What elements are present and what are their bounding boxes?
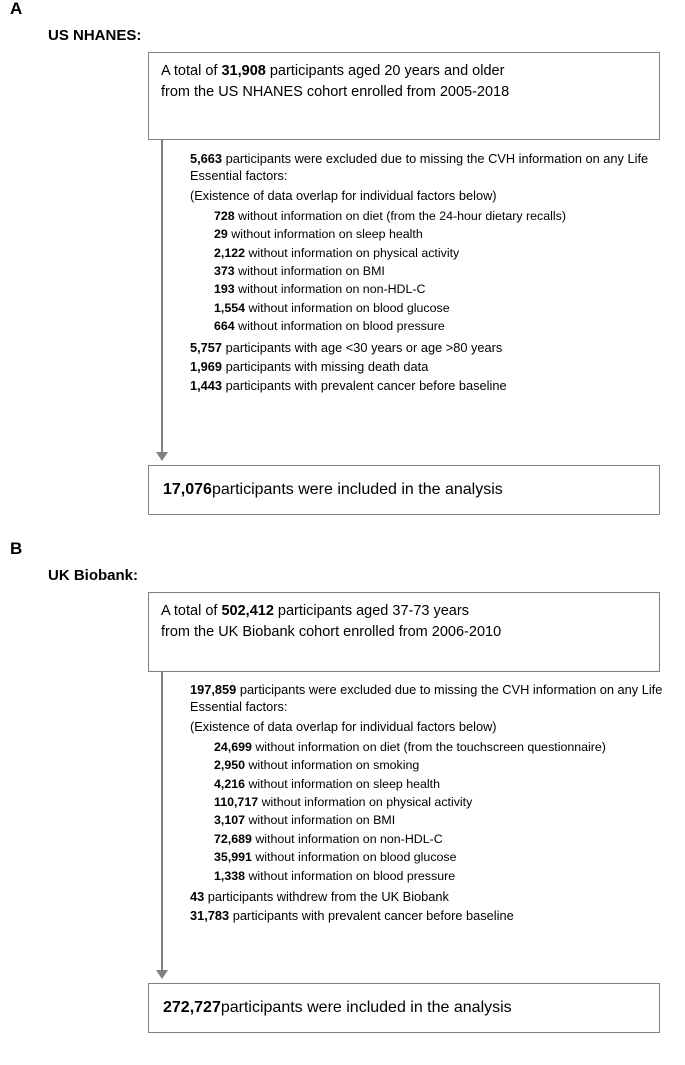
item-count: 2,950 [214, 758, 246, 773]
item-count: 110,717 [214, 795, 259, 810]
panel-a-exclusion-tail [190, 339, 665, 397]
panel-b-included-count: 272,727 [163, 999, 221, 1016]
item-text: without information on sleep health [231, 227, 423, 242]
item-count: 1,554 [214, 300, 246, 315]
item-count: 373 [214, 264, 235, 279]
panel-b-top-line1-suffix: participants aged 37-73 years [273, 603, 469, 619]
panel-b-letter: B [10, 539, 23, 558]
item-text: participants with prevalent cancer before baseline [232, 908, 514, 924]
item-text: without information on blood pressure [248, 868, 456, 883]
item-text: without information on sleep health [248, 776, 440, 791]
panel-a-exclusion-items [190, 207, 665, 336]
panel-a-exclusion-lead-count: 5,663 [190, 151, 223, 166]
panel-b-top-box-text [149, 593, 659, 650]
panel-a-top-line1-suffix: participants aged 20 years and older [265, 63, 505, 79]
item-text: without information on BMI [248, 813, 396, 828]
panel-a-top-box-text [149, 53, 659, 110]
item-text: without information on physical activity [248, 245, 460, 260]
item-text: without information on blood pressure [238, 319, 445, 334]
list-item [190, 848, 680, 866]
panel-b-exclusion-lead [190, 681, 680, 716]
item-count: 31,783 [190, 908, 230, 924]
list-item [190, 244, 665, 262]
list-item [190, 317, 665, 335]
panel-b-top-line1-bold: 502,412 [221, 603, 274, 619]
item-text: without information on BMI [238, 264, 385, 279]
item-count: 664 [214, 319, 235, 334]
item-count: 2,122 [214, 245, 246, 260]
panel-b-exclusion-paren: (Existence of data overlap for individual factors below) [190, 718, 497, 734]
panel-b-exclusion-lead-count: 197,859 [190, 682, 237, 697]
item-count: 1,443 [190, 378, 223, 394]
item-text: without information on physical activity [261, 795, 473, 810]
list-item [190, 207, 665, 225]
item-count: 24,699 [214, 739, 252, 754]
item-text: without information on diet (from the touchscreen questionnaire) [255, 739, 606, 754]
panel-a-arrow-head [156, 452, 168, 461]
item-text: without information on non-HDL-C [238, 282, 426, 297]
item-text: participants with age <30 years or age >80 years [225, 339, 503, 355]
list-item [190, 358, 665, 377]
panel-a-exclusion-lead-text: participants were excluded due to missing the CVH information on any Life Essential factors: [190, 151, 649, 184]
panel-a-exclusion-lead [190, 150, 665, 185]
panel-b-included-text: participants were included in the analysis [220, 999, 512, 1016]
item-count: 1,969 [190, 359, 223, 374]
item-count: 1,338 [214, 868, 246, 883]
item-text: without information on non-HDL-C [255, 831, 443, 846]
panel-a-top-line1-bold: 31,908 [221, 63, 266, 79]
item-count: 3,107 [214, 813, 246, 828]
item-count: 43 [190, 889, 205, 905]
list-item [190, 377, 665, 396]
item-count: 193 [214, 282, 235, 297]
panel-b-exclusion-lead-text: participants were excluded due to missing the CVH information on any Life Essential factors: [190, 682, 663, 715]
panel-a-top-line2: from the US NHANES cohort enrolled from 2005-2018 [161, 83, 510, 100]
panel-a-exclusion-paren: (Existence of data overlap for individual factors below) [190, 187, 497, 203]
item-count: 728 [214, 208, 235, 223]
item-text: participants with prevalent cancer before baseline [225, 378, 507, 394]
panel-a-arrow-line [161, 140, 163, 455]
panel-b-bottom-box [148, 983, 660, 1033]
panel-b-top-line1-prefix: A total of [161, 603, 222, 619]
item-text: participants withdrew from the UK Biobank [207, 889, 449, 905]
item-count: 5,757 [190, 339, 223, 355]
list-item [190, 280, 665, 298]
panel-a-exclusion-block [190, 150, 665, 396]
item-count: 35,991 [214, 850, 252, 865]
panel-b-title: UK Biobank: [48, 567, 138, 584]
list-item [190, 299, 665, 317]
panel-b-exclusion-tail [190, 888, 680, 926]
list-item [190, 888, 680, 907]
item-count: 4,216 [214, 776, 246, 791]
list-item [190, 225, 665, 243]
panel-b-exclusion-block [190, 681, 680, 926]
list-item [190, 738, 680, 756]
list-item [190, 775, 680, 793]
panel-b-bottom-box-text [149, 984, 659, 1032]
item-text: without information on blood glucose [255, 850, 457, 865]
panel-a-letter: A [10, 0, 23, 18]
list-item [190, 811, 680, 829]
panel-b-exclusion-items [190, 738, 680, 885]
panel-a-included-count: 17,076 [163, 481, 212, 498]
list-item [190, 756, 680, 774]
list-item [190, 793, 680, 811]
panel-a-bottom-box [148, 465, 660, 515]
item-text: without information on blood glucose [248, 300, 450, 315]
panel-a-top-line1-prefix: A total of [161, 63, 222, 79]
panel-a-top-box [148, 52, 660, 140]
panel-b-arrow-line [161, 672, 163, 973]
panel-a-included-text: participants were included in the analysis [211, 481, 503, 498]
item-text: without information on smoking [248, 758, 420, 773]
panel-a-title: US NHANES: [48, 27, 142, 44]
item-text: participants with missing death data [225, 359, 429, 374]
panel-b-top-box [148, 592, 660, 672]
list-item [190, 867, 680, 885]
item-text: without information on diet (from the 24-hour dietary recalls) [238, 208, 566, 223]
list-item [190, 830, 680, 848]
panel-b-arrow-head [156, 970, 168, 979]
panel-b [0, 540, 685, 1065]
item-count: 29 [214, 227, 228, 242]
panel-a-bottom-box-text [149, 466, 659, 514]
list-item [190, 262, 665, 280]
list-item [190, 339, 665, 358]
list-item [190, 907, 680, 926]
panel-b-top-line2: from the UK Biobank cohort enrolled from 2006-2010 [161, 623, 502, 640]
item-count: 72,689 [214, 831, 252, 846]
